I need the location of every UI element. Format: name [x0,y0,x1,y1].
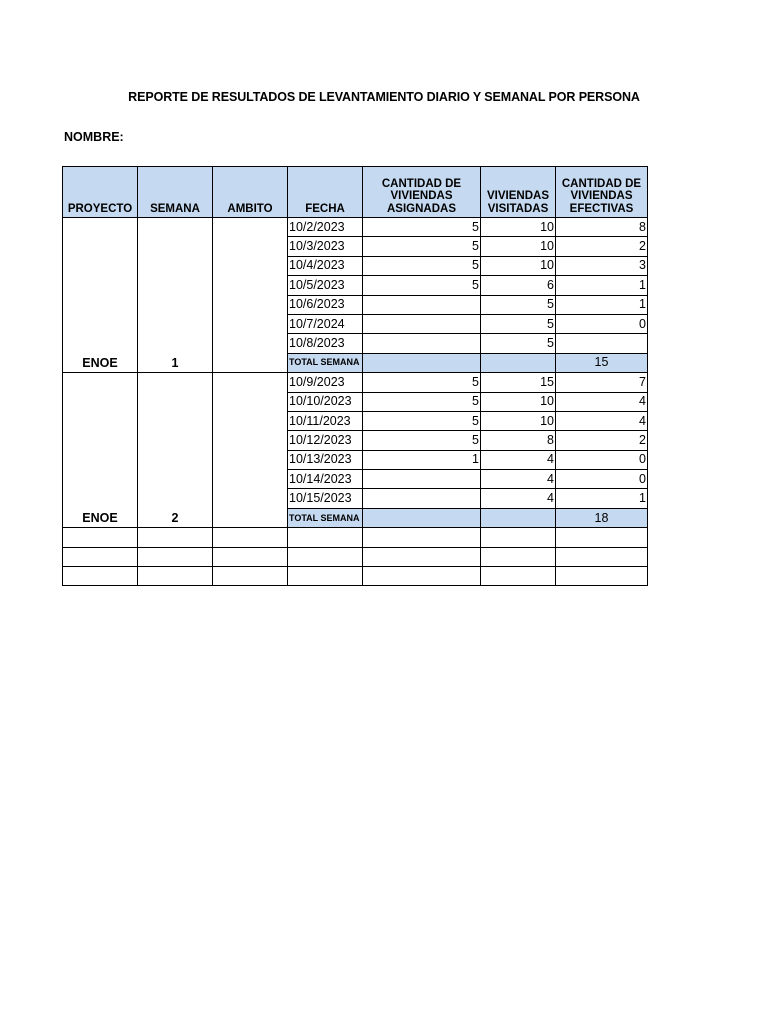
efectivas-cell: 1 [556,489,648,508]
asignadas-cell: 1 [363,450,481,469]
visitadas-cell: 4 [481,489,556,508]
fecha-cell: 10/9/2023 [288,373,363,392]
visitadas-cell: 4 [481,470,556,489]
visitadas-cell: 5 [481,295,556,314]
empty-row [63,528,648,547]
visitadas-cell: 6 [481,276,556,295]
total-semana-value: 18 [556,508,648,527]
total-visitadas-cell [481,508,556,527]
asignadas-cell [363,489,481,508]
empty-cell [363,567,481,586]
visitadas-cell: 10 [481,237,556,256]
header-asignadas: CANTIDAD DE VIVIENDAS ASIGNADAS [363,167,481,218]
efectivas-cell: 0 [556,470,648,489]
empty-row [63,567,648,586]
efectivas-cell [556,334,648,353]
total-semana-value: 15 [556,353,648,372]
header-ambito: AMBITO [213,167,288,218]
table-row [63,218,648,237]
asignadas-cell: 5 [363,256,481,275]
empty-cell [138,567,213,586]
efectivas-cell: 2 [556,237,648,256]
efectivas-cell: 4 [556,411,648,430]
asignadas-cell: 5 [363,276,481,295]
efectivas-cell: 4 [556,392,648,411]
asignadas-cell: 5 [363,218,481,237]
nombre-label: NOMBRE: [64,130,124,144]
asignadas-cell: 5 [363,392,481,411]
fecha-cell: 10/8/2023 [288,334,363,353]
asignadas-cell [363,334,481,353]
empty-cell [63,547,138,566]
semana-cell: 2 [138,373,213,528]
visitadas-cell: 10 [481,392,556,411]
empty-cell [481,567,556,586]
empty-cell [556,567,648,586]
asignadas-cell: 5 [363,411,481,430]
total-semana-label: TOTAL SEMANA [288,508,363,527]
report-table [62,166,648,586]
visitadas-cell: 15 [481,373,556,392]
empty-cell [213,547,288,566]
header-semana: SEMANA [138,167,213,218]
total-asignadas-cell [363,508,481,527]
header-proyecto: PROYECTO [63,167,138,218]
empty-cell [481,547,556,566]
fecha-cell: 10/7/2024 [288,314,363,333]
proyecto-cell: ENOE [63,373,138,528]
fecha-cell: 10/15/2023 [288,489,363,508]
empty-cell [481,528,556,547]
asignadas-cell [363,470,481,489]
empty-row [63,547,648,566]
fecha-cell: 10/2/2023 [288,218,363,237]
efectivas-cell: 0 [556,450,648,469]
efectivas-cell: 7 [556,373,648,392]
empty-cell [363,547,481,566]
total-asignadas-cell [363,353,481,372]
header-visitadas: VIVIENDAS VISITADAS [481,167,556,218]
fecha-cell: 10/5/2023 [288,276,363,295]
total-semana-label: TOTAL SEMANA [288,353,363,372]
header-fecha: FECHA [288,167,363,218]
report-title: REPORTE DE RESULTADOS DE LEVANTAMIENTO DIARIO Y SEMANAL POR PERSONA [128,90,640,104]
fecha-cell: 10/12/2023 [288,431,363,450]
efectivas-cell: 1 [556,295,648,314]
asignadas-cell: 5 [363,237,481,256]
fecha-cell: 10/10/2023 [288,392,363,411]
efectivas-cell: 0 [556,314,648,333]
asignadas-cell [363,314,481,333]
header-row [63,167,648,218]
header-efectivas: CANTIDAD DE VIVIENDAS EFECTIVAS [556,167,648,218]
asignadas-cell [363,295,481,314]
visitadas-cell: 10 [481,256,556,275]
visitadas-cell: 4 [481,450,556,469]
empty-cell [556,547,648,566]
empty-cell [213,567,288,586]
visitadas-cell: 10 [481,218,556,237]
efectivas-cell: 8 [556,218,648,237]
visitadas-cell: 5 [481,334,556,353]
visitadas-cell: 8 [481,431,556,450]
fecha-cell: 10/6/2023 [288,295,363,314]
fecha-cell: 10/13/2023 [288,450,363,469]
empty-cell [138,528,213,547]
efectivas-cell: 2 [556,431,648,450]
total-visitadas-cell [481,353,556,372]
fecha-cell: 10/3/2023 [288,237,363,256]
table-row [63,373,648,392]
empty-cell [288,567,363,586]
proyecto-cell: ENOE [63,218,138,373]
empty-cell [556,528,648,547]
empty-cell [138,547,213,566]
empty-cell [213,528,288,547]
efectivas-cell: 1 [556,276,648,295]
semana-cell: 1 [138,218,213,373]
empty-cell [288,528,363,547]
visitadas-cell: 10 [481,411,556,430]
empty-cell [63,567,138,586]
fecha-cell: 10/4/2023 [288,256,363,275]
efectivas-cell: 3 [556,256,648,275]
asignadas-cell: 5 [363,373,481,392]
ambito-cell [213,218,288,373]
asignadas-cell: 5 [363,431,481,450]
empty-cell [363,528,481,547]
visitadas-cell: 5 [481,314,556,333]
ambito-cell [213,373,288,528]
fecha-cell: 10/11/2023 [288,411,363,430]
empty-cell [288,547,363,566]
fecha-cell: 10/14/2023 [288,470,363,489]
empty-cell [63,528,138,547]
